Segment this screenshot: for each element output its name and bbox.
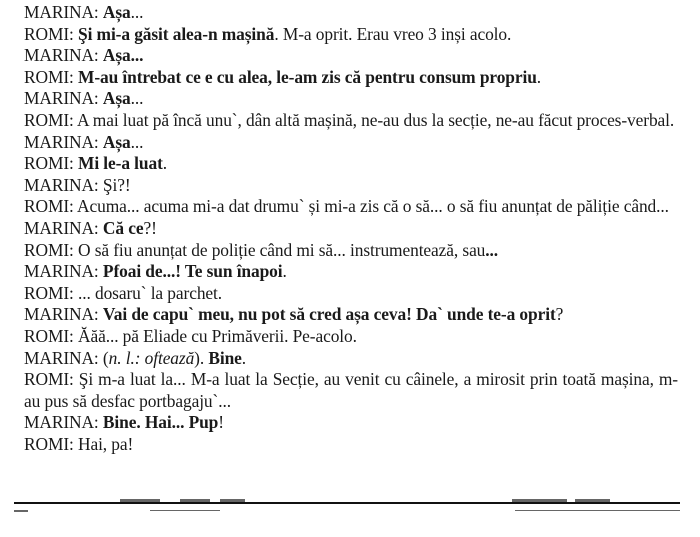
transcript-page	[24, 2, 678, 455]
speaker-label: MARINA:	[24, 131, 99, 152]
speaker-label: ROMI:	[24, 369, 74, 390]
scan-artifact-noise	[515, 510, 680, 511]
transcript-turn	[24, 261, 678, 283]
utterance-text: .	[241, 347, 247, 368]
speaker-label: MARINA:	[24, 347, 99, 368]
speaker-label: ROMI:	[24, 282, 74, 303]
scan-artifact-noise	[180, 499, 210, 502]
utterance-text: . M-a oprit. Erau vreo 3 inși acolo.	[274, 23, 512, 44]
speaker-label: ROMI:	[24, 23, 74, 44]
speaker-label: ROMI:	[24, 239, 74, 260]
emphasized-text: Mi le-a luat	[78, 153, 163, 174]
speaker-label: ROMI:	[24, 109, 74, 130]
utterance-text: Acuma... acuma mi-a dat drumu` și mi-a zis că o să... o să fiu anunțat de păliție când...	[73, 196, 669, 217]
scan-artifact-noise	[220, 499, 245, 502]
emphasized-text: Şi mi-a găsit alea-n mașină	[78, 23, 275, 44]
speaker-label: ROMI:	[24, 196, 74, 217]
emphasized-text: Așa	[102, 131, 131, 152]
utterance-text: .	[282, 261, 287, 282]
transcript-turn	[24, 369, 678, 412]
transcript-turn	[24, 304, 678, 326]
utterance-text: !	[218, 412, 224, 433]
utterance-text: Ăăă... pă Eliade cu Primăverii. Pe-acolo.	[73, 325, 357, 346]
transcript-turn	[24, 110, 678, 132]
scan-artifact-noise	[150, 510, 220, 511]
transcript-turn	[24, 412, 678, 434]
transcript-turn	[24, 218, 678, 240]
speaker-label: MARINA:	[24, 217, 99, 238]
utterance-text: (	[98, 347, 109, 368]
transcript-turn	[24, 2, 678, 24]
utterance-text: ).	[194, 347, 209, 368]
utterance-text: ... dosaru` la parchet.	[73, 282, 223, 303]
speaker-label: MARINA:	[24, 174, 99, 195]
transcript-turn	[24, 88, 678, 110]
transcript-turn	[24, 434, 678, 456]
transcript-turn	[24, 45, 678, 67]
utterance-text: O să fiu anunțat de poliție când mi să... instrumentează, sau	[73, 239, 486, 260]
emphasized-text: Pfoai de...! Te sun înapoi	[102, 261, 283, 282]
scan-artifact-noise	[120, 499, 160, 502]
emphasized-text: M-au întrebat ce e cu alea, le-am zis că pentru consum propriu	[78, 66, 537, 87]
scan-artifact-noise	[575, 499, 610, 502]
emphasized-text: Așa	[102, 88, 131, 109]
speaker-label: MARINA:	[24, 2, 99, 22]
speaker-label: MARINA:	[24, 45, 99, 66]
speaker-label: ROMI:	[24, 66, 74, 87]
speaker-label: ROMI:	[24, 433, 74, 454]
emphasized-text: Că ce	[102, 217, 144, 238]
transcript-turn	[24, 326, 678, 348]
transcript-turn	[24, 24, 678, 46]
emphasized-text: Vai de capu` meu, nu pot să cred așa ceva! Da` unde te-a oprit	[102, 304, 556, 325]
utterance-text: Şi m-a luat la... M-a luat la Secție, au venit cu câinele, a mirosit prin toată mașina, m-au pus să desfac portbagaju`...	[24, 369, 678, 411]
transcript-turn	[24, 283, 678, 305]
transcript-turn	[24, 153, 678, 175]
speaker-label: ROMI:	[24, 153, 74, 174]
utterance-text: .	[162, 153, 168, 174]
emphasized-text: Bine. Hai... Pup	[102, 412, 219, 433]
transcript-turn	[24, 240, 678, 262]
transcript-turn	[24, 175, 678, 197]
emphasized-text: ...	[485, 239, 499, 260]
emphasized-text: Bine	[208, 347, 242, 368]
speaker-label: MARINA:	[24, 261, 99, 282]
utterance-text: ...	[130, 2, 144, 22]
utterance-text: ?!	[143, 217, 157, 238]
scan-artifact-noise	[512, 499, 567, 502]
emphasized-text: Așa...	[102, 45, 144, 66]
speaker-label: ROMI:	[24, 325, 74, 346]
utterance-text: ...	[130, 131, 144, 152]
speaker-label: MARINA:	[24, 412, 99, 433]
transcript-turn	[24, 348, 678, 370]
utterance-text: ...	[130, 88, 144, 109]
speaker-label: MARINA:	[24, 88, 99, 109]
scan-artifact-line	[14, 502, 680, 504]
speaker-label: MARINA:	[24, 304, 99, 325]
scan-artifact-noise	[14, 510, 28, 512]
utterance-text: Hai, pa!	[73, 433, 134, 454]
transcript-turn	[24, 196, 678, 218]
emphasized-text: Așa	[102, 2, 131, 22]
annotation-note: n. l.: oftează	[108, 347, 195, 368]
utterance-text: ?	[555, 304, 564, 325]
utterance-text: Şi?!	[98, 174, 131, 195]
utterance-text: A mai luat pă încă unu`, dân altă mașină, ne-au dus la secție, ne-au făcut proces-verbal.	[73, 109, 675, 130]
transcript-turn	[24, 67, 678, 89]
transcript-turn	[24, 132, 678, 154]
utterance-text: .	[536, 66, 542, 87]
